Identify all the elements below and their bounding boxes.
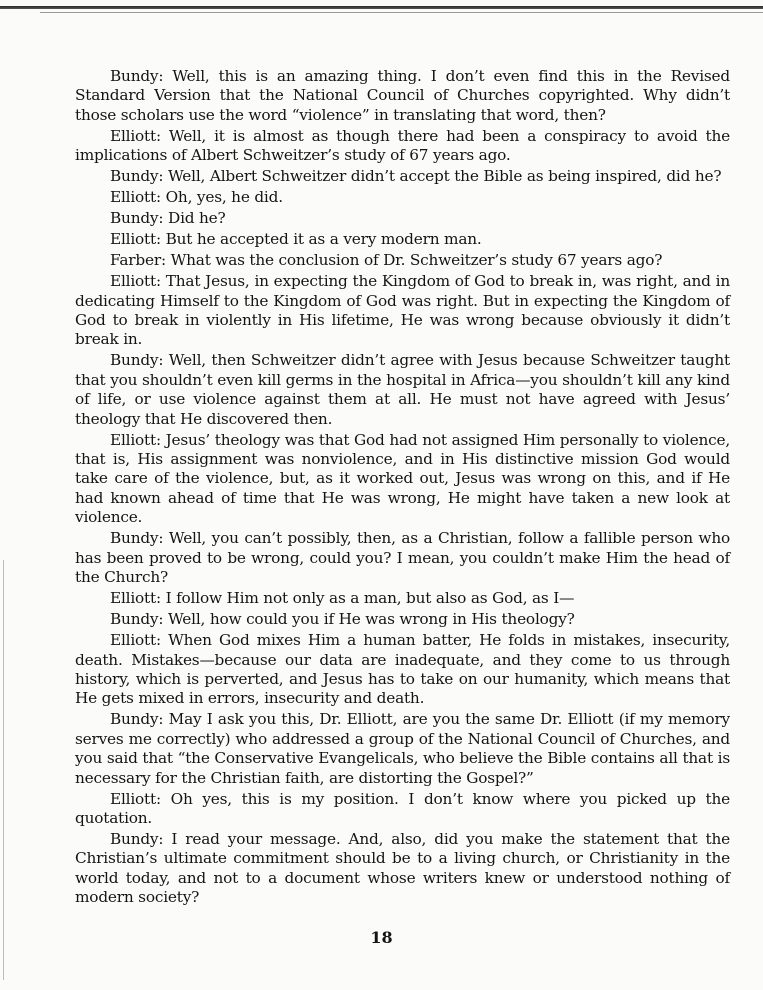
top-rule-thin [40, 12, 763, 13]
paragraph [75, 631, 730, 709]
paragraph-text: But he accepted it as a very modern man. [165, 230, 482, 249]
paragraph-text: Oh, yes, he did. [165, 188, 283, 207]
top-rule [0, 6, 763, 9]
speaker: Farber: [110, 251, 166, 270]
paragraph [75, 589, 730, 608]
paragraph [75, 188, 730, 207]
speaker: Bundy: [110, 167, 164, 186]
paragraph-text: Jesus’ theology was that God had not assigned Him personally to violence, that is, His assignment was nonviolence, and in His distinctive mission God would take care of the violence, but, as it worked out, Jesus was wrong on this, and if He had known ahead of time that He was wrong, He might have taken a new look at violence. [75, 430, 730, 527]
speaker: Elliott: [110, 789, 161, 808]
paragraph-text: I follow Him not only as a man, but also as God, as I— [165, 589, 575, 608]
paragraph [75, 431, 730, 528]
paragraph [75, 67, 730, 125]
paragraph-text: Well, this is an amazing thing. I don’t even find this in the Revised Standard Version that the National Council of Churches copyrighted. Why didn’t those scholars use the word “violence” in translating that word, then? [75, 67, 730, 124]
paragraph [75, 230, 730, 249]
speaker: Elliott: [110, 272, 161, 291]
paragraph-text: May I ask you this, Dr. Elliott, are you the same Dr. Elliott (if my memory serves me correctly) who addressed a group of the National Council of Churches, and you said that “the Conservative Evangelicals, who believe the Bible contains all that is necessary for the Christian faith, are distorting the Gospel?” [75, 710, 730, 787]
paragraph [75, 790, 730, 829]
speaker: Bundy: [110, 829, 164, 848]
transcript-body [75, 67, 730, 909]
paragraph-text: That Jesus, in expecting the Kingdom of God to break in, was right, and in dedicating Himself to the Kingdom of God was right. But in expecting the Kingdom of God to break in violently in His lifetime, He was wrong because obviously it didn’t break in. [75, 272, 730, 349]
speaker: Bundy: [110, 351, 164, 370]
speaker: Bundy: [110, 529, 164, 548]
speaker: Elliott: [110, 126, 161, 145]
paragraph [75, 272, 730, 350]
paragraph-text: When God mixes Him a human batter, He folds in mistakes, insecurity, death. Mistakes—because our data are inadequate, and they come to us through history, which is perverted, and Jesus has to take on our humanity, which means that He gets mixed in errors, insecurity and death. [75, 631, 730, 708]
paragraph-text: Well, it is almost as though there had been a conspiracy to avoid the implications of Albert Schweitzer’s study of 67 years ago. [75, 126, 731, 165]
speaker: Elliott: [110, 589, 161, 608]
speaker: Elliott: [110, 230, 161, 249]
speaker: Elliott: [110, 631, 161, 650]
paragraph [75, 209, 730, 228]
paragraph-text: Did he? [168, 209, 226, 228]
paragraph [75, 251, 730, 270]
paragraph-text: I read your message. And, also, did you make the statement that the Christian’s ultimate commitment should be to a living church, or Christianity in the world today, and not to a document whose writers knew or understood nothing of modern society? [75, 829, 730, 907]
paragraph [75, 351, 730, 429]
paragraph-text: Well, Albert Schweitzer didn’t accept the Bible as being inspired, did he? [168, 167, 722, 186]
paragraph [75, 167, 730, 186]
speaker: Bundy: [110, 610, 164, 629]
paragraph-text: Well, then Schweitzer didn’t agree with Jesus because Schweitzer taught that you shouldn’t even kill germs in the hospital in Africa—you shouldn’t kill any kind of life, or use violence against them at all. He must not have agreed with Jesus’ theology that He discovered then. [75, 351, 730, 428]
speaker: Elliott: [110, 430, 161, 449]
paragraph [75, 610, 730, 629]
paragraph [75, 127, 730, 166]
paragraph [75, 830, 730, 908]
speaker: Bundy: [110, 67, 164, 85]
paragraph-text: Well, you can’t possibly, then, as a Christian, follow a fallible person who has been proved to be wrong, could you? I mean, you couldn’t make Him the head of the Church? [75, 529, 730, 587]
paragraph-text: Oh yes, this is my position. I don’t know where you picked up the quotation. [75, 789, 730, 827]
page-number: 18 [370, 928, 393, 947]
speaker: Elliott: [110, 188, 161, 207]
paragraph-text: What was the conclusion of Dr. Schweitzer’s study 67 years ago? [170, 251, 663, 270]
paragraph-text: Well, how could you if He was wrong in His theology? [168, 610, 575, 629]
paragraph [75, 710, 730, 788]
scan-edge [3, 560, 4, 980]
speaker: Bundy: [110, 209, 164, 228]
speaker: Bundy: [110, 710, 164, 729]
paragraph [75, 529, 730, 587]
